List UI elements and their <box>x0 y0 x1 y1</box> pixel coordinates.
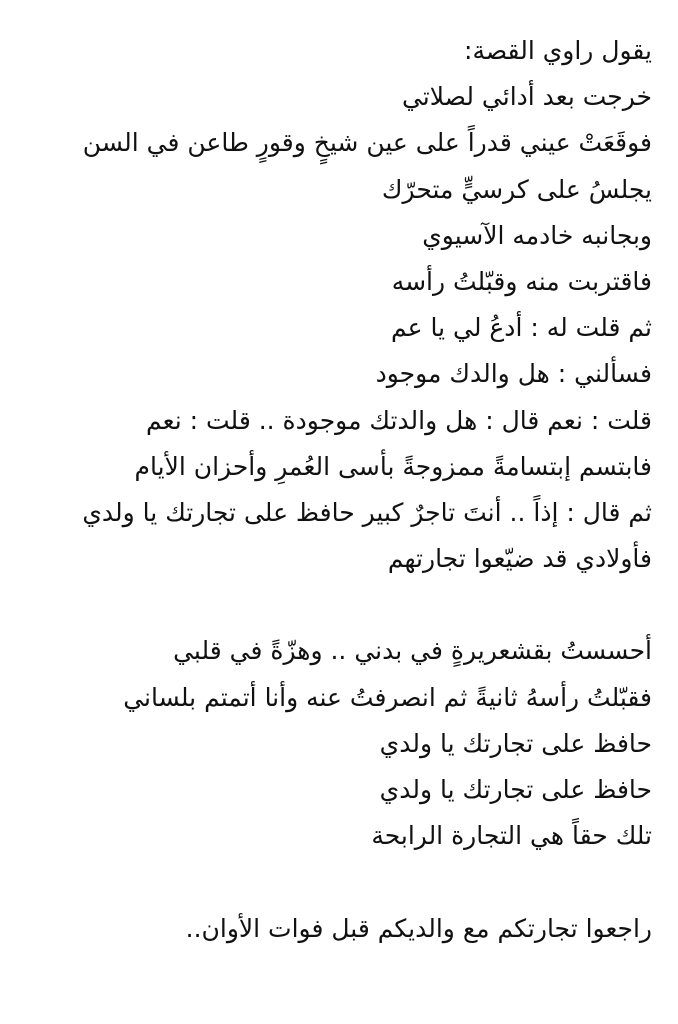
blank-line <box>12 859 652 905</box>
text-line-13: أحسستُ بقشعريرةٍ في بدني .. وهزّةً في قلبي <box>173 636 652 666</box>
text-line-5: وبجانبه خادمه الآسيوي <box>422 220 652 250</box>
text-line-14: فقبّلتُ رأسهُ ثانيةً ثم انصرفتُ عنه وأنا أتمتم بلساني <box>123 682 652 712</box>
text-line-15: حافظ على تجارتك يا ولدي <box>379 728 652 758</box>
text-line-2: خرجت بعد أدائي لصلاتي <box>401 82 652 112</box>
text-line-6: فاقتربت منه وقبّلتُ رأسه <box>391 266 652 296</box>
blank-line <box>12 582 652 628</box>
text-line-3: فوقَعَتْ عيني قدراً على عين شيخٍ وقورٍ طاعن في السن <box>82 128 652 158</box>
text-line-16: حافظ على تجارتك يا ولدي <box>379 775 652 804</box>
text-line-7: ثم قلت له : أدعُ لي يا عم <box>390 313 652 343</box>
text-line-8: فسألني : هل والدك موجود <box>375 359 652 389</box>
text-line-11: ثم قال : إذاً .. أنتَ تاجرٌ كبير حافظ على تجارتك يا ولدي <box>82 497 652 527</box>
text-line-17: تلك حقاً هي التجارة الرابحة <box>371 821 652 851</box>
text-line-1: يقول راوي القصة: <box>464 36 652 65</box>
text-line-9: قلت : نعم قال : هل والدتك موجودة .. قلت : نعم <box>146 405 652 435</box>
text-line-12: فأولادي قد ضيّعوا تجارتهم <box>387 544 652 574</box>
closing-line: راجعوا تجارتكم مع والديكم قبل فوات الأوان.. <box>185 913 652 943</box>
text-line-4: يجلسُ على كرسيٍّ متحرّك <box>381 174 652 204</box>
text-line-10: فابتسم إبتسامةً ممزوجةً بأسى العُمرِ وأحزان الأيام <box>134 451 652 481</box>
story-text <box>12 28 652 952</box>
